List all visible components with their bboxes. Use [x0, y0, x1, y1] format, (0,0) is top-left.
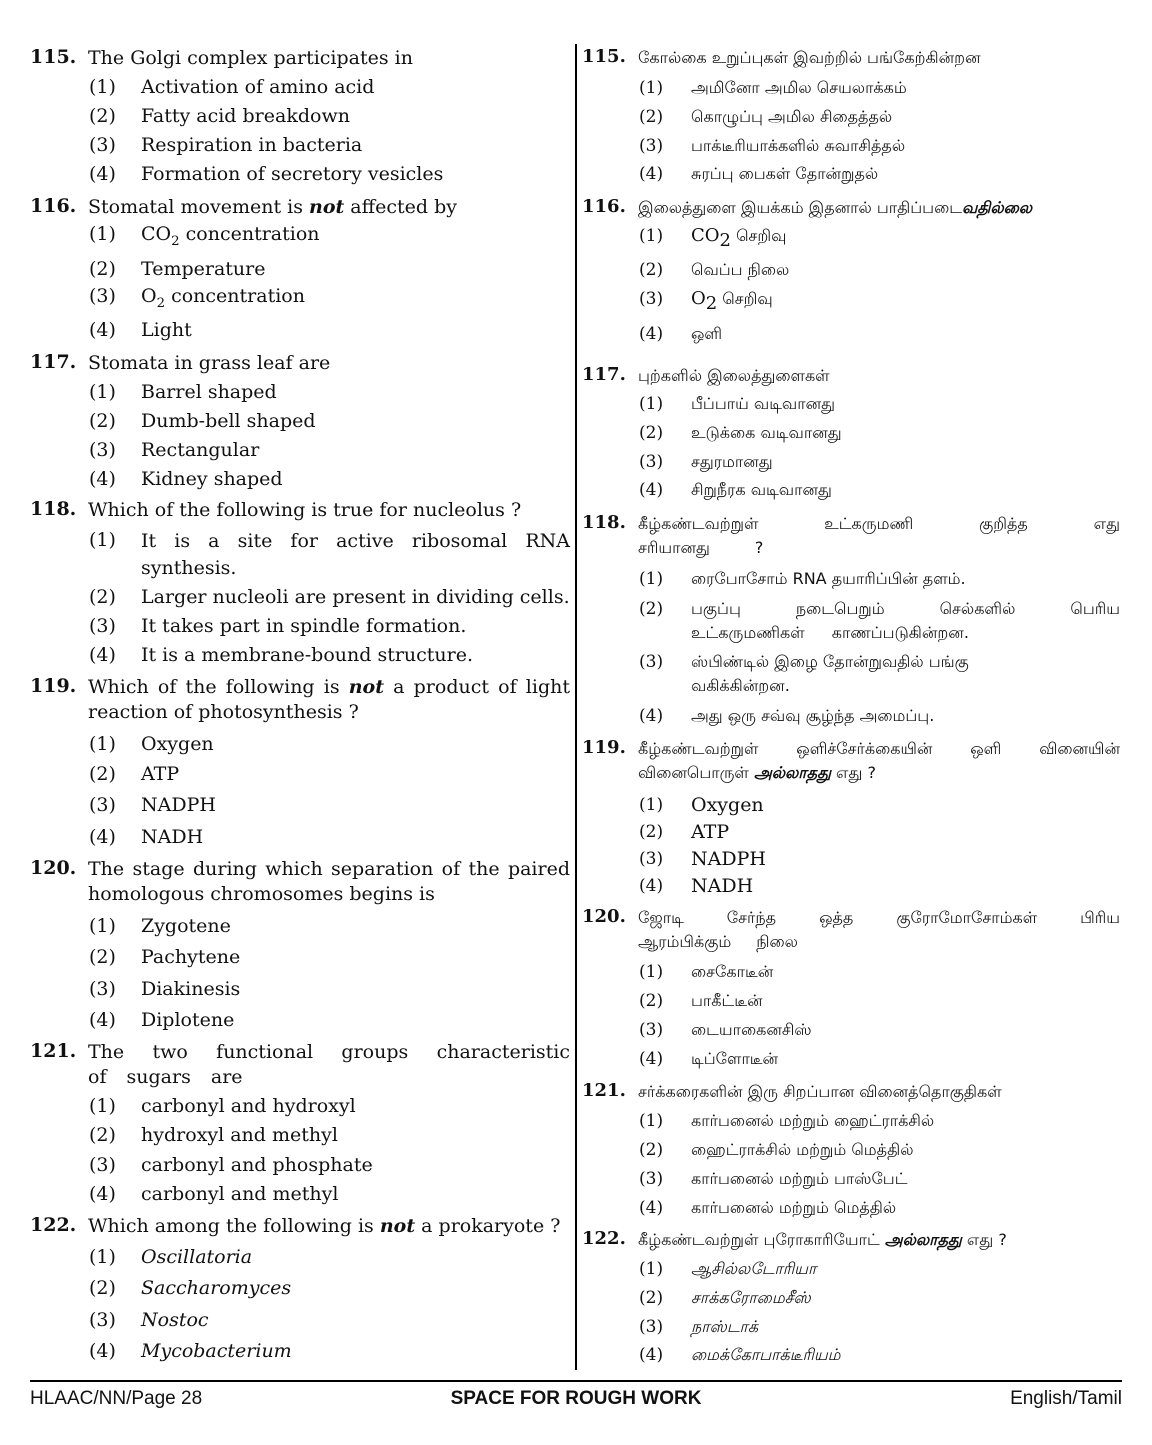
option-text: Oscillatoria — [141, 1246, 253, 1268]
option-number: (2) — [89, 1124, 116, 1146]
question-number: 120. — [582, 906, 626, 927]
option-number: (1) — [639, 226, 664, 246]
option — [639, 162, 1120, 186]
option-number: (1) — [89, 733, 116, 755]
option — [89, 762, 570, 787]
option-number: (1) — [89, 223, 116, 245]
option-text: ஸ்பிண்டில் இழை தோன்றுவதில் பங்கு வகிக்கின்றன. — [691, 652, 969, 695]
option-text: ATP — [691, 821, 730, 843]
option — [89, 977, 570, 1002]
option-number: (4) — [89, 1340, 116, 1362]
option-text: சுரப்பு பைகள் தோன்றுதல் — [691, 164, 879, 183]
option-text: Oxygen — [141, 733, 214, 755]
page-code: HLAAC/NN/Page 28 — [30, 1388, 203, 1409]
option-text: Diakinesis — [141, 978, 241, 1000]
option — [639, 597, 1120, 645]
option-text: carbonyl and methyl — [141, 1183, 339, 1205]
question-number: 121. — [582, 1080, 626, 1101]
language-label: English/Tamil — [1010, 1388, 1122, 1409]
option-number: (4) — [639, 876, 664, 896]
option-number: (4) — [639, 324, 664, 344]
option — [639, 793, 1120, 817]
option — [89, 318, 570, 343]
option — [89, 945, 570, 970]
option — [89, 585, 570, 610]
option-text: அது ஒரு சவ்வு சூழ்ந்த அமைப்பு. — [691, 706, 935, 725]
option — [639, 287, 1120, 314]
question-number: 122. — [582, 1228, 626, 1249]
option-text: சாக்கரோமைசீஸ் — [691, 1288, 811, 1307]
option-text: உடுக்கை வடிவானது — [691, 423, 842, 442]
option — [89, 1123, 570, 1148]
option-text: பீப்பாய் வடிவானது — [691, 394, 835, 413]
question-text: Which of the following is not a product of light reaction of photosynthesis ? — [88, 676, 570, 723]
option-number: (4) — [639, 1198, 664, 1218]
option-number: (3) — [639, 652, 664, 672]
option — [89, 257, 570, 282]
option-number: (4) — [89, 826, 116, 848]
option-number: (4) — [639, 1049, 664, 1069]
option-text: Larger nucleoli are present in dividing cells. — [141, 586, 570, 608]
option — [639, 105, 1120, 129]
option — [639, 567, 1120, 591]
option-text: கொழுப்பு அமில சிதைத்தல் — [691, 107, 893, 126]
question-text: கீழ்கண்டவற்றுள் புரோகாரியோட் அல்லாதது எது ? — [638, 1230, 1007, 1249]
option-text: Mycobacterium — [141, 1340, 292, 1362]
rough-work-label: SPACE FOR ROUGH WORK — [450, 1388, 702, 1409]
option-number: (2) — [639, 260, 664, 280]
option — [89, 222, 570, 247]
option-number: (2) — [89, 410, 116, 432]
question-text: ஜோடி சேர்ந்த ஒத்த குரோமோசோம்கள் பிரிய ஆரம்பிக்கும் நிலை — [638, 908, 1120, 951]
option-number: (4) — [89, 468, 116, 490]
option-text: கார்பனைல் மற்றும் மெத்தில் — [691, 1198, 897, 1217]
option-text: Diplotene — [141, 1009, 235, 1031]
option-text: It is a membrane-bound structure. — [141, 644, 474, 666]
question-text: The Golgi complex participates in — [88, 47, 413, 69]
question-text: சர்க்கரைகளின் இரு சிறப்பான வினைத்தொகுதிகள் — [638, 1082, 1002, 1101]
question-text: Stomata in grass leaf are — [88, 352, 331, 374]
option-text: NADPH — [691, 848, 766, 870]
option — [639, 322, 1120, 346]
option-number: (2) — [639, 107, 664, 127]
option — [89, 162, 570, 187]
option-text: ஒளி — [691, 324, 723, 343]
option-text: ஆசில்லடோரியா — [691, 1259, 817, 1278]
option-text: கார்பனைல் மற்றும் ஹைட்ராக்சில் — [691, 1111, 935, 1130]
option-text: Temperature — [141, 258, 266, 280]
option — [639, 1138, 1120, 1162]
option-number: (2) — [639, 1288, 664, 1308]
option-number: (4) — [639, 480, 664, 500]
option-number: (1) — [89, 381, 116, 403]
option — [89, 643, 570, 668]
question-text: The stage during which separation of the paired homologous chromosomes begins is — [88, 858, 570, 905]
question-text: கீழ்கண்டவற்றுள் ஒளிச்சேர்க்கையின் ஒளி வினையின் வினைபொருள் அல்லாதது எது ? — [638, 739, 1120, 782]
option-number: (3) — [89, 978, 116, 1000]
option — [639, 704, 1120, 728]
option-number: (3) — [89, 439, 116, 461]
option — [639, 1315, 1120, 1339]
option — [639, 820, 1120, 844]
option — [639, 76, 1120, 100]
option-text: சதுரமானது — [691, 452, 773, 471]
option-text: Dumb-bell shaped — [141, 410, 316, 432]
option-text: Kidney shaped — [141, 468, 283, 490]
option — [89, 914, 570, 939]
option — [89, 1245, 570, 1270]
option-text: Pachytene — [141, 946, 241, 968]
option-text: ATP — [141, 763, 180, 785]
option — [89, 409, 570, 434]
option-text: Formation of secretory vesicles — [141, 163, 444, 185]
option-number: (4) — [89, 1183, 116, 1205]
option-text: Barrel shaped — [141, 381, 277, 403]
option — [639, 1343, 1120, 1367]
option — [639, 989, 1120, 1013]
question-text: கீழ்கண்டவற்றுள் உட்கருமணி குறித்த எது சரியானது ? — [638, 514, 1120, 557]
option-text: hydroxyl and methyl — [141, 1124, 338, 1146]
option-number: (2) — [639, 599, 664, 619]
option — [89, 825, 570, 850]
option-text: NADH — [691, 875, 754, 897]
option-number: (2) — [639, 991, 664, 1011]
option-number: (1) — [639, 795, 664, 815]
option — [89, 1008, 570, 1033]
option-number: (2) — [89, 586, 116, 608]
option-number: (3) — [639, 849, 664, 869]
option-text: Saccharomyces — [141, 1277, 292, 1299]
option-number: (3) — [639, 1169, 664, 1189]
question-number: 116. — [30, 195, 77, 217]
option-number: (1) — [89, 529, 116, 551]
question-text: கோல்கை உறுப்புகள் இவற்றில் பங்கேற்கின்றன — [638, 48, 981, 67]
option-number: (3) — [639, 136, 664, 156]
option-number: (2) — [89, 258, 116, 280]
option-text: பாக்டீரியாக்களில் சுவாசித்தல் — [691, 136, 906, 155]
option-text: NADPH — [141, 794, 216, 816]
option — [639, 847, 1120, 871]
option — [89, 380, 570, 405]
option-number: (4) — [89, 163, 116, 185]
question-text: Stomatal movement is not affected by — [88, 196, 457, 218]
option-number: (2) — [89, 1277, 116, 1299]
question-number: 115. — [582, 46, 626, 67]
question-number: 122. — [30, 1214, 77, 1236]
option-text: Fatty acid breakdown — [141, 105, 350, 127]
option-text: It is a site for active ribosomal RNA synthesis. — [141, 530, 570, 579]
option-number: (3) — [89, 1154, 116, 1176]
option-text: ஹைட்ராக்சில் மற்றும் மெத்தில் — [691, 1140, 914, 1159]
option — [89, 1094, 570, 1119]
option — [89, 732, 570, 757]
option-number: (1) — [639, 1111, 664, 1131]
option — [639, 450, 1120, 474]
footer-rule — [30, 1380, 1122, 1382]
question-text: புற்களில் இலைத்துளைகள் — [638, 366, 830, 385]
option — [89, 528, 570, 582]
option-number: (1) — [639, 962, 664, 982]
option — [89, 1182, 570, 1207]
option-number: (4) — [89, 644, 116, 666]
option — [639, 392, 1120, 416]
option — [639, 874, 1120, 898]
option-number: (1) — [639, 569, 664, 589]
option-number: (1) — [89, 915, 116, 937]
option-number: (2) — [639, 822, 664, 842]
option-text: டையாகைனசிஸ் — [691, 1020, 812, 1039]
question-number: 119. — [30, 675, 77, 697]
option-number: (3) — [639, 452, 664, 472]
option-text: Rectangular — [141, 439, 260, 461]
option — [639, 1257, 1120, 1281]
question-number: 118. — [30, 498, 77, 520]
option-text: It takes part in spindle formation. — [141, 615, 467, 637]
option-text: $CO_2$ concentration — [141, 223, 320, 249]
option-text: பாகீட்டீன் — [691, 991, 763, 1010]
option-text: $O_2$ concentration — [141, 285, 305, 311]
option-text: பகுப்பு நடைபெறும் செல்களில் பெரிய உட்கருமணிகள் காணப்படுகின்றன. — [691, 599, 1120, 642]
option — [89, 1153, 570, 1178]
option — [89, 75, 570, 100]
question-number: 117. — [30, 351, 77, 373]
option — [639, 960, 1120, 984]
option-number: (1) — [639, 78, 664, 98]
option-number: (1) — [89, 1095, 116, 1117]
option-text: சிறுநீரக வடிவானது — [691, 480, 832, 499]
option-text: Respiration in bacteria — [141, 134, 363, 156]
option — [639, 478, 1120, 502]
option-number: (3) — [639, 1317, 664, 1337]
option-number: (3) — [89, 794, 116, 816]
option-text: Oxygen — [691, 794, 764, 816]
option — [639, 1167, 1120, 1191]
option-number: (3) — [639, 1020, 664, 1040]
option-text: carbonyl and phosphate — [141, 1154, 373, 1176]
option — [639, 1196, 1120, 1220]
option — [89, 104, 570, 129]
question-text: இலைத்துளை இயக்கம் இதனால் பாதிப்படைவதில்லை — [638, 198, 1033, 217]
option — [639, 134, 1120, 158]
option — [639, 258, 1120, 282]
option-text: சைகோடீன் — [691, 962, 774, 981]
question-number: 115. — [30, 46, 77, 68]
option — [89, 1276, 570, 1301]
option-text: Zygotene — [141, 915, 231, 937]
option-text: வெப்ப நிலை — [691, 260, 790, 279]
question-number: 118. — [582, 512, 626, 533]
option-text: அமினோ அமில செயலாக்கம் — [691, 78, 907, 97]
question-number: 116. — [582, 196, 626, 217]
option — [639, 1018, 1120, 1042]
option-number: (4) — [89, 319, 116, 341]
option-number: (1) — [639, 394, 664, 414]
option-text: Nostoc — [141, 1309, 209, 1331]
option — [89, 1308, 570, 1333]
option-text: $O_2$ செறிவு — [691, 288, 773, 314]
option-text: Activation of amino acid — [141, 76, 375, 98]
option-number: (2) — [639, 423, 664, 443]
option — [89, 133, 570, 158]
column-divider — [575, 44, 577, 1370]
question-number: 120. — [30, 857, 77, 879]
option — [89, 1339, 570, 1364]
option — [639, 650, 1120, 698]
page-footer — [30, 1388, 1122, 1416]
option-number: (1) — [639, 1259, 664, 1279]
question-number: 117. — [582, 364, 626, 385]
option-number: (4) — [89, 1009, 116, 1031]
option-text: NADH — [141, 826, 204, 848]
option-number: (4) — [639, 706, 664, 726]
option — [89, 284, 570, 309]
option — [639, 421, 1120, 445]
option-number: (4) — [639, 164, 664, 184]
option-number: (3) — [639, 289, 664, 309]
option — [89, 438, 570, 463]
option-number: (2) — [639, 1140, 664, 1160]
option — [639, 1047, 1120, 1071]
option-text: carbonyl and hydroxyl — [141, 1095, 356, 1117]
option-number: (4) — [639, 1345, 664, 1365]
question-number: 119. — [582, 737, 626, 758]
question-text: Which of the following is true for nucleolus ? — [88, 499, 522, 521]
option-number: (3) — [89, 134, 116, 156]
option-number: (2) — [89, 105, 116, 127]
option-number: (2) — [89, 946, 116, 968]
option — [639, 1286, 1120, 1310]
option-number: (1) — [89, 76, 116, 98]
question-number: 121. — [30, 1040, 77, 1062]
option-text: டிப்ளோடீன் — [691, 1049, 779, 1068]
option — [639, 224, 1120, 251]
option-text: மைக்கோபாக்டீரியம் — [691, 1345, 841, 1364]
option-number: (2) — [89, 763, 116, 785]
option-text: $CO_2$ செறிவு — [691, 225, 787, 251]
option — [639, 1109, 1120, 1133]
option-number: (3) — [89, 285, 116, 307]
option — [89, 793, 570, 818]
option-text: ரைபோசோம் RNA தயாரிப்பின் தளம். — [691, 569, 966, 588]
option — [89, 614, 570, 639]
option-text: கார்பனைல் மற்றும் பாஸ்பேட் — [691, 1169, 908, 1188]
option-text: Light — [141, 319, 192, 341]
question-text: Which among the following is not a prokaryote ? — [88, 1215, 561, 1237]
option — [89, 467, 570, 492]
option-number: (1) — [89, 1246, 116, 1268]
option-text: நாஸ்டாக் — [691, 1317, 759, 1336]
question-text: The two functional groups characteristic of sugars are — [88, 1041, 570, 1088]
option-number: (3) — [89, 1309, 116, 1331]
option-number: (3) — [89, 615, 116, 637]
